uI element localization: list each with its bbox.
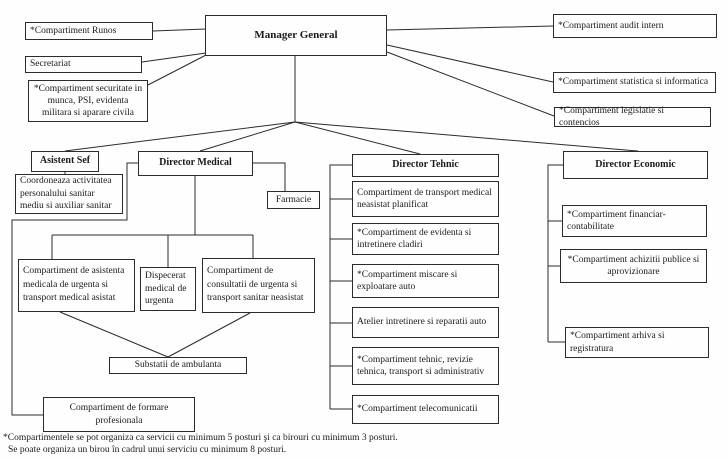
box-consultatii-urgenta: Compartiment de consultatii de urgenta si transport sanitar neasistat: [202, 258, 315, 313]
box-tehnic-miscare-auto: *Compartiment miscare si exploatare auto: [352, 264, 499, 298]
manager-fan-connectors: [65, 56, 638, 154]
box-compartiment-legislatie: *Compartiment legislatie si contencios: [554, 107, 711, 127]
footnote-line-2: Se poate organiza un birou în cadrul unui serviciu cu minimum 8 posturi.: [8, 444, 287, 455]
box-director-tehnic: Director Tehnic: [352, 154, 499, 177]
box-substatii-ambulanta: Substatii de ambulanta: [109, 357, 247, 374]
box-asistent-sef-note: Coordoneaza activitatea personalului sanitar mediu si auxiliar sanitar: [15, 174, 123, 214]
box-farmacie: Farmacie: [267, 191, 320, 209]
box-secretariat: Secretariat: [25, 56, 142, 73]
box-compartiment-audit-intern: *Compartiment audit intern: [553, 14, 717, 38]
box-compartiment-statistica: *Compartiment statistica si informatica: [553, 72, 716, 93]
box-economic-achizitii-publice: *Compartiment achizitii publice si aprovizionare: [560, 249, 707, 283]
footnote: [3, 433, 398, 456]
box-economic-financiar-contabilitate: *Compartiment financiar-contabilitate: [562, 205, 707, 237]
box-tehnic-telecomunicatii: *Compartiment telecomunicatii: [352, 395, 499, 424]
box-asistent-sef: Asistent Sef: [31, 151, 99, 172]
box-compartiment-runos: *Compartiment Runos: [25, 22, 153, 40]
box-tehnic-atelier-reparatii: Atelier intretinere si reparatii auto: [352, 307, 499, 338]
box-tehnic-revizie-administrativ: *Compartiment tehnic, revizie tehnica, transport si administrativ: [352, 347, 499, 385]
box-director-medical: Director Medical: [138, 151, 253, 176]
box-formare-profesionala: Compartiment de formare profesionala: [43, 397, 195, 432]
tehnic-spine-connectors: [330, 165, 352, 409]
box-compartiment-securitate: *Compartiment securitate in munca, PSI, evidenta militara si aparare civila: [28, 80, 148, 122]
box-tehnic-transport-medical: Compartiment de transport medical neasistat planificat: [352, 181, 499, 217]
box-economic-arhiva-registratura: *Compartiment arhiva si registratura: [565, 327, 709, 358]
footnote-line-1: *Compartimentele se pot organiza ca servicii cu minimum 5 posturi şi ca birouri cu minimum 3 posturi.: [3, 433, 398, 443]
box-asistenta-medicala-urgenta: Compartiment de asistenta medicala de urgenta si transport medical asistat: [18, 259, 135, 312]
box-dispecerat-medical: Dispecerat medical de urgenta: [140, 267, 196, 311]
box-manager-general: Manager General: [205, 15, 387, 56]
manager-right-connectors: [387, 26, 554, 116]
box-tehnic-evidenta-cladiri: *Compartiment de evidenta si intretinere cladiri: [352, 223, 499, 255]
box-director-economic: Director Economic: [563, 151, 708, 179]
